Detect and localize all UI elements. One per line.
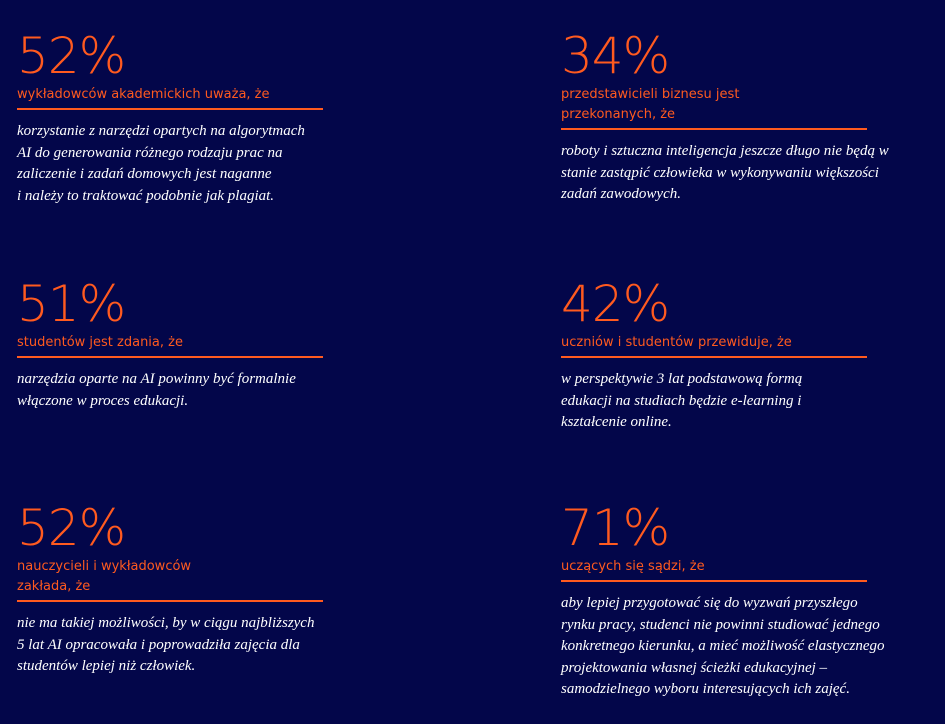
- stat-body-text: korzystanie z narzędzi opartych na algorytmach AI do generowania różnego rodzaju prac na zaliczenie i zadań domowych jest naganne i należy to traktować podobnie jak plagiat.: [17, 123, 305, 204]
- stat-percentage: 42%: [561, 275, 670, 333]
- stat-lead-text: studentów jest zdania, że: [17, 333, 323, 358]
- stat-percentage: 34%: [561, 27, 670, 85]
- stat-block-learners-flexible-path: [561, 499, 901, 701]
- stat-body-text: narzędzia oparte na AI powinny być formalnie włączone w proces edukacji.: [17, 371, 296, 409]
- stat-block-teachers-ai-classes: [17, 499, 357, 678]
- stat-block-lecturers-ai-plagiarism: [17, 27, 357, 207]
- stat-body-text: w perspektywie 3 lat podstawową formą edukacji na studiach będzie e-learning i kształcenie online.: [561, 371, 803, 430]
- stat-lead-text: przedstawicieli biznesu jest przekonanych, że: [561, 85, 867, 130]
- stat-block-students-ai-tools: [17, 275, 357, 412]
- stat-percentage: 71%: [561, 499, 670, 557]
- stat-body-text: roboty i sztuczna inteligencja jeszcze długo nie będą w stanie zastąpić człowieka w wykonywaniu większości zadań zawodowych.: [561, 143, 889, 202]
- stat-lead-text: wykładowców akademickich uważa, że: [17, 85, 323, 110]
- stat-percentage: 52%: [17, 27, 126, 85]
- stat-body-text: aby lepiej przygotować się do wyzwań przyszłego rynku pracy, studenci nie powinni studiować jednego konkretnego kierunku, a mieć możliwość elastycznego projektowania własnej ścieżki edukacyjnej – samodzielnego wyboru interesujących ich zajęć.: [561, 595, 885, 697]
- stat-percentage: 51%: [17, 275, 126, 333]
- stat-percentage: 52%: [17, 499, 126, 557]
- stat-block-elearning: [561, 275, 901, 434]
- stat-block-business-robots: [561, 27, 901, 206]
- stat-lead-text: uczących się sądzi, że: [561, 557, 867, 582]
- stat-lead-text: uczniów i studentów przewiduje, że: [561, 333, 867, 358]
- stat-lead-text: nauczycieli i wykładowców zakłada, że: [17, 557, 323, 602]
- stat-body-text: nie ma takiej możliwości, by w ciągu najbliższych 5 lat AI opracowała i poprowadziła zajęcia dla studentów lepiej niż człowiek.: [17, 615, 315, 674]
